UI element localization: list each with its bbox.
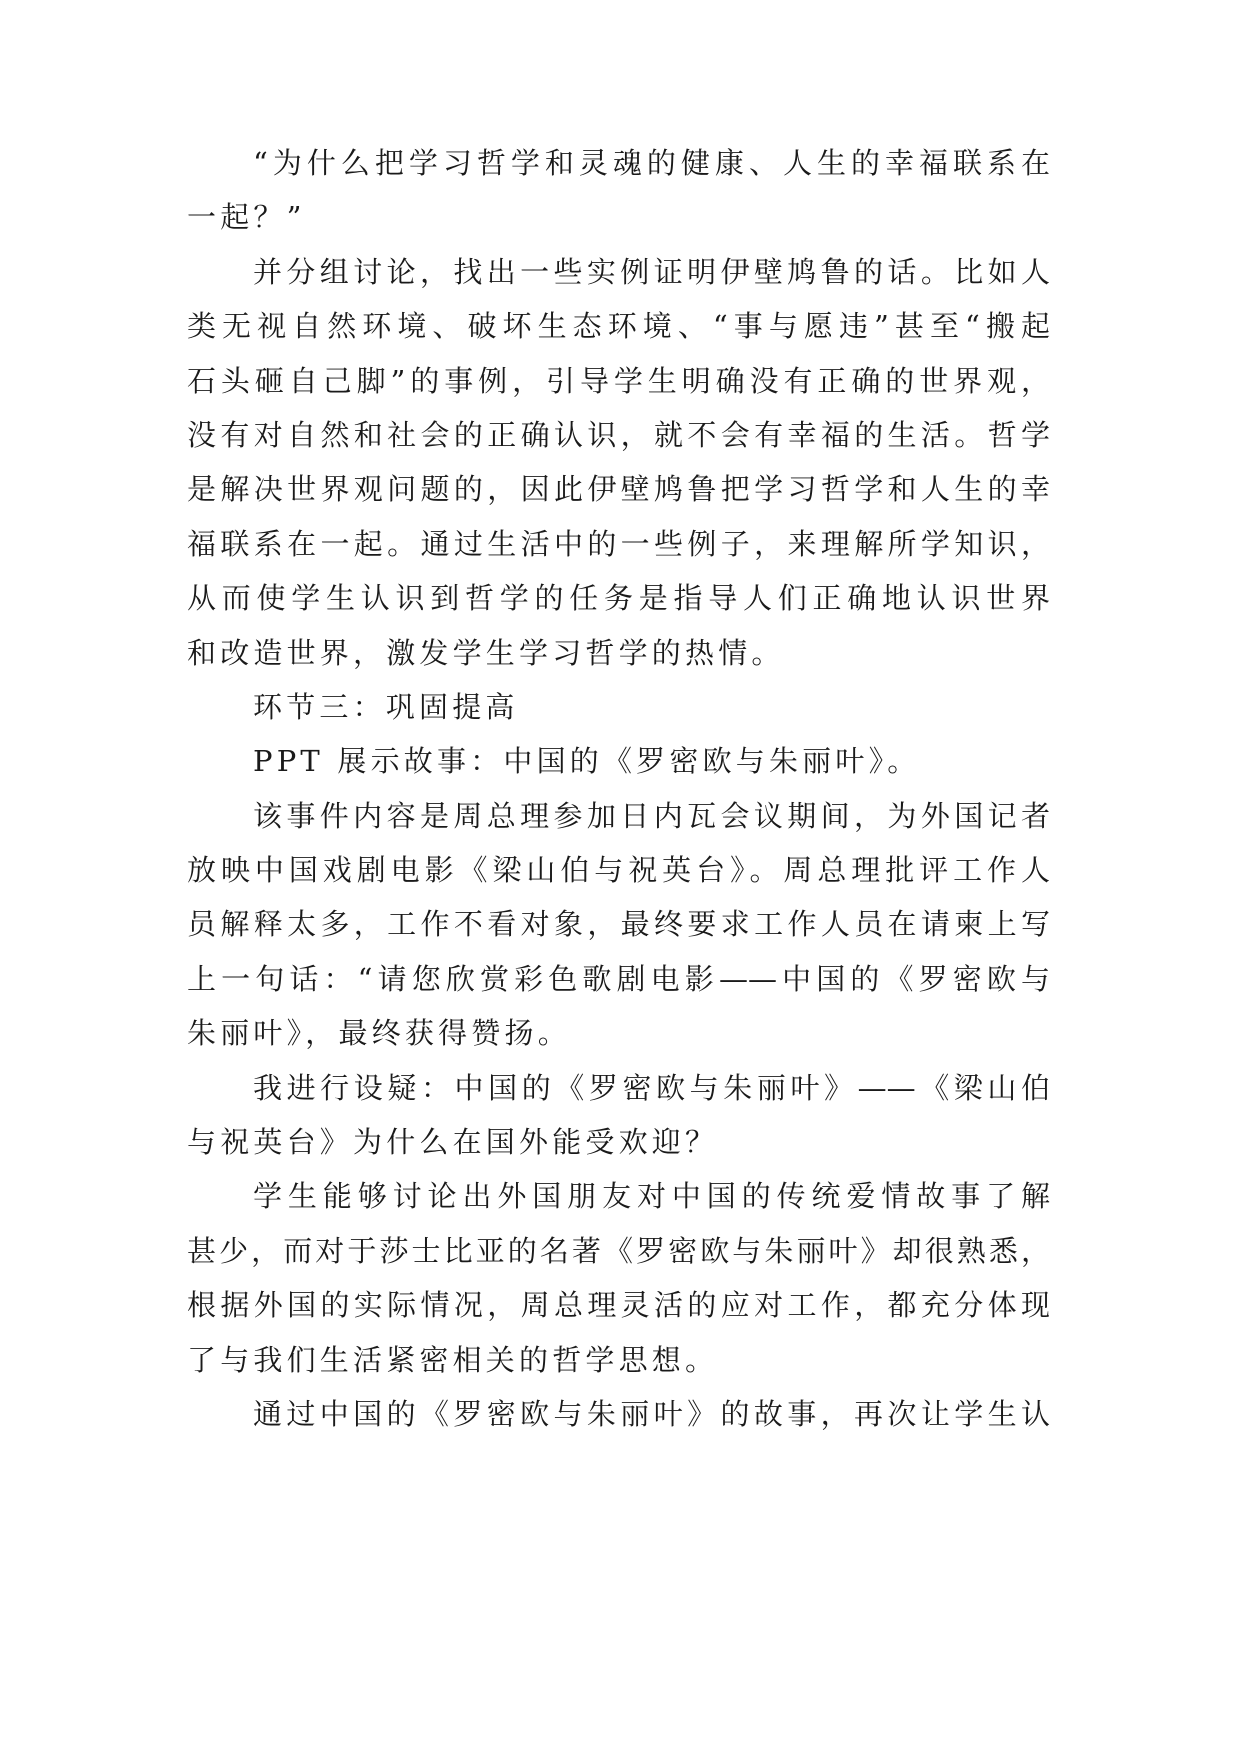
text-line: 是解决世界观问题的，因此伊壁鸠鲁把学习哲学和人生的幸 <box>187 472 1050 507</box>
text-line: 通过中国的《罗密欧与朱丽叶》的故事，再次让学生认 <box>253 1396 1050 1431</box>
paragraph-discussion <box>187 245 1050 680</box>
body-text <box>187 136 1050 1441</box>
text-line: 员解释太多，工作不看对象，最终要求工作人员在请柬上写 <box>187 907 1050 942</box>
text-line: 学生能够讨论出外国朋友对中国的传统爱情故事了解 <box>253 1179 1050 1214</box>
paragraph-event <box>187 789 1050 1061</box>
text-line: 甚少，而对于莎士比亚的名著《罗密欧与朱丽叶》却很熟悉， <box>187 1233 1050 1268</box>
paragraph-ppt-story <box>187 734 1050 788</box>
text-line: 上一句话：“请您欣赏彩色歌剧电影——中国的《罗密欧与 <box>187 961 1050 996</box>
text-line: 福联系在一起。通过生活中的一些例子，来理解所学知识， <box>187 526 1050 561</box>
text-line: 没有对自然和社会的正确认识，就不会有幸福的生活。哲学 <box>187 417 1050 452</box>
section-heading <box>187 680 1050 734</box>
paragraph-question <box>187 136 1050 245</box>
text-line: 类无视自然环境、破坏生态环境、“事与愿违”甚至“搬起 <box>187 309 1050 344</box>
text-line: PPT 展示故事：中国的《罗密欧与朱丽叶》。 <box>253 744 921 779</box>
text-line: 并分组讨论，找出一些实例证明伊壁鸠鲁的话。比如人 <box>253 254 1050 289</box>
text-line: 环节三：巩固提高 <box>253 689 519 724</box>
text-line: 我进行设疑：中国的《罗密欧与朱丽叶》——《梁山伯 <box>253 1070 1050 1105</box>
text-line: 根据外国的实际情况，周总理灵活的应对工作，都充分体现 <box>187 1288 1050 1323</box>
text-line: 该事件内容是周总理参加日内瓦会议期间，为外国记者 <box>253 798 1050 833</box>
text-line: 朱丽叶》，最终获得赞扬。 <box>187 1016 571 1051</box>
text-line: 石头砸自己脚”的事例，引导学生明确没有正确的世界观， <box>187 363 1050 398</box>
paragraph-conclusion <box>187 1387 1050 1441</box>
text-line: 了与我们生活紧密相关的哲学思想。 <box>187 1342 719 1377</box>
paragraph-students <box>187 1169 1050 1387</box>
text-line: 和改造世界，激发学生学习哲学的热情。 <box>187 635 785 670</box>
text-line: 与祝英台》为什么在国外能受欢迎？ <box>187 1125 719 1160</box>
text-line: 放映中国戏剧电影《梁山伯与祝英台》。周总理批评工作人 <box>187 853 1050 888</box>
paragraph-doubt <box>187 1061 1050 1170</box>
text-line: “为什么把学习哲学和灵魂的健康、人生的幸福联系在 <box>253 146 1050 180</box>
text-line: 一起？” <box>187 200 306 235</box>
text-line: 从而使学生认识到哲学的任务是指导人们正确地认识世界 <box>187 581 1050 616</box>
